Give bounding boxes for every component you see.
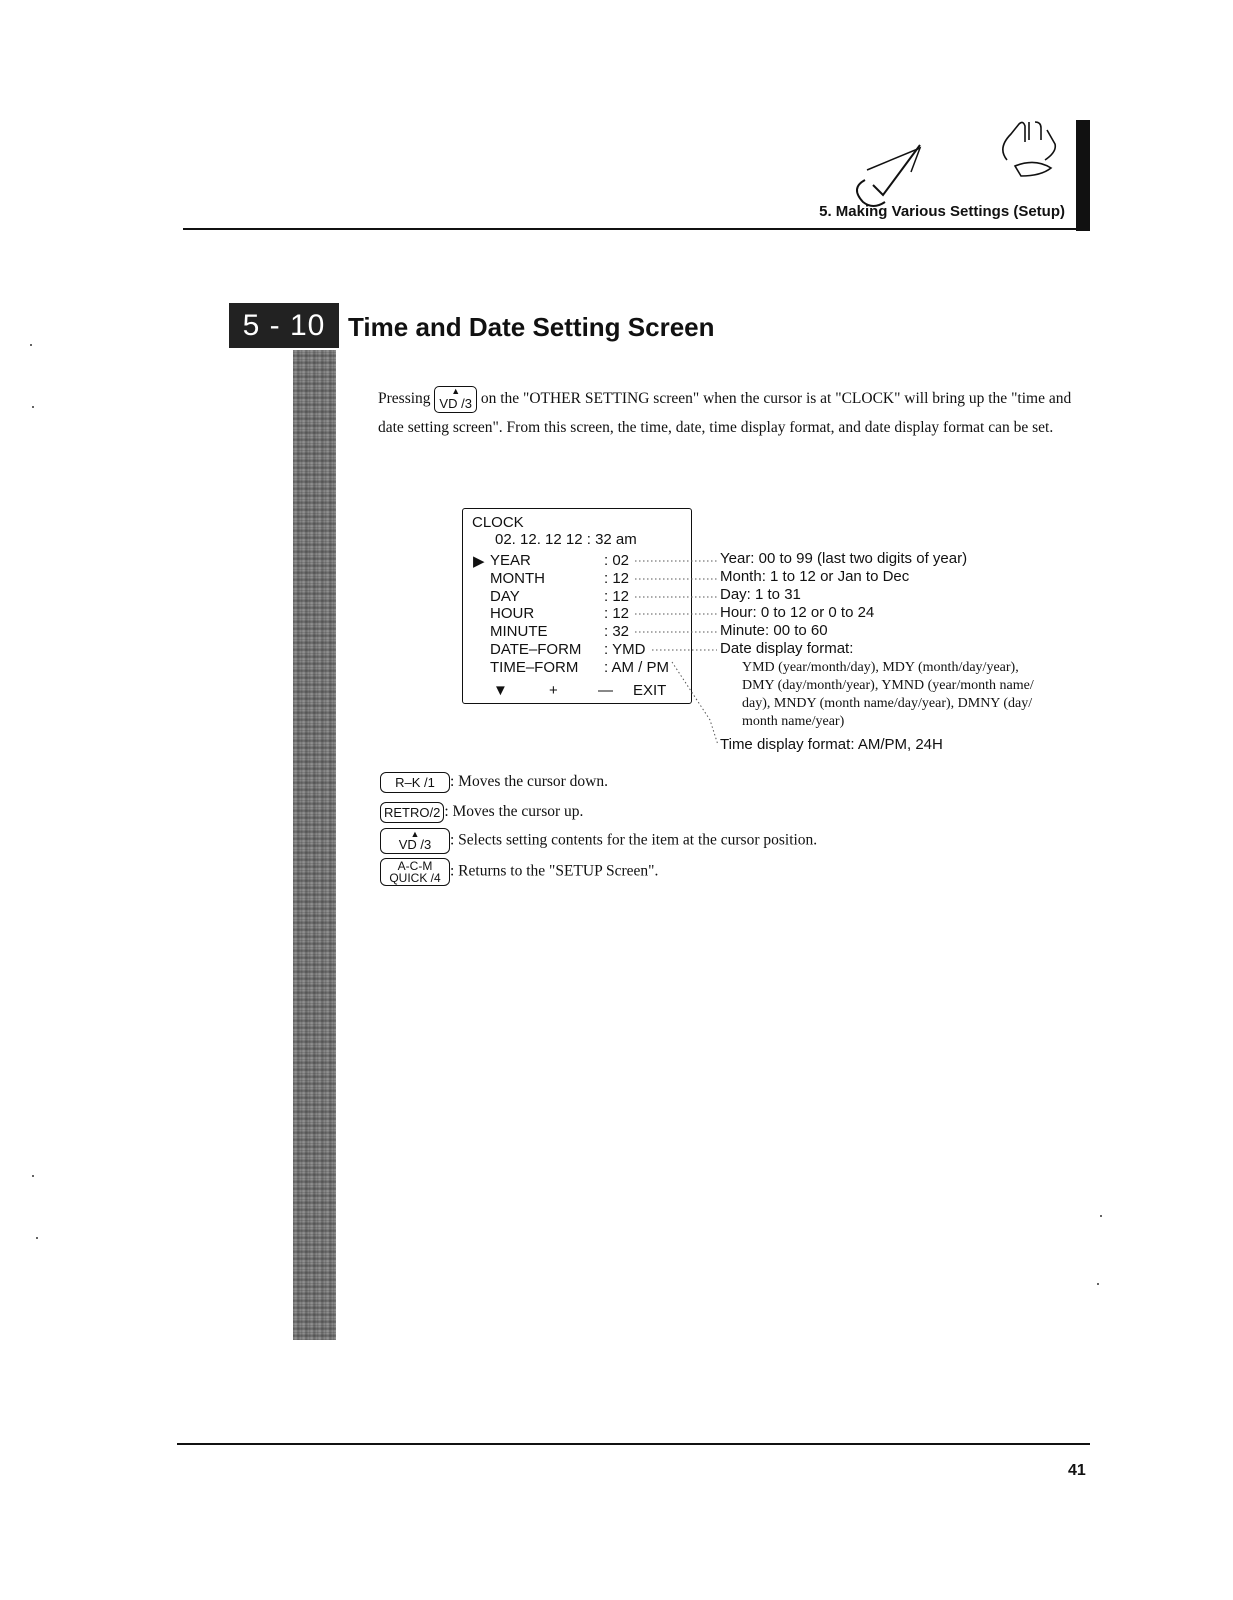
vd3-key: ▲ VD /3 [380,828,450,854]
row-label: HOUR [490,605,535,622]
key-row [380,772,608,793]
minus-label: — [598,682,613,699]
page-number: 41 [1068,1462,1086,1479]
scan-speck [36,1237,38,1239]
row-label: MONTH [490,570,545,587]
key-row [380,802,583,823]
scan-speck [1100,1215,1102,1217]
header-title: 5. Making Various Settings (Setup) [819,203,1065,220]
r-k-key: R–K /1 [380,772,450,793]
key-desc: : Moves the cursor down. [450,773,608,791]
row-label: DAY [490,588,520,605]
key-row [380,828,817,854]
key-row [380,858,658,886]
row-value: : 12 [604,588,630,605]
vd3-key: ▲ VD /3 [434,386,477,413]
cursor-arrow-icon: ▶ [473,553,485,570]
exit-label: EXIT [633,682,667,699]
key-desc: : Returns to the "SETUP Screen". [450,862,659,880]
annotation-minute: Minute: 00 to 60 [720,622,828,639]
row-value: : 32 [604,623,630,640]
annotation-month: Month: 1 to 12 or Jan to Dec [720,568,910,585]
annotation-date-format-title: Date display format: [720,640,854,657]
clock-current: 02. 12. 12 12 : 32 am [495,531,637,548]
plus-label: + [549,682,558,699]
annotation-date-format-line: day), MNDY (month name/day/year), DMNY (day/ [742,696,1033,711]
annotation-day: Day: 1 to 31 [720,586,801,603]
scan-speck [32,1175,34,1177]
row-label: YEAR [490,552,531,569]
scan-speck [1097,1283,1099,1285]
annotation-date-format-line: month name/year) [742,714,845,729]
row-value: : 12 [604,570,630,587]
row-value: : YMD [604,641,646,658]
intro-after-key: on the "OTHER SETTING screen" when the cursor is at "CLOCK" will bring up the "time and date setting screen". From this screen, the time, date, time display format, and date display format can be set. [378,390,1072,436]
scan-speck [30,344,32,346]
row-label: TIME–FORM [490,659,579,676]
row-label: MINUTE [490,623,548,640]
row-value: : 12 [604,605,630,622]
section-title: Time and Date Setting Screen [348,312,715,342]
key-desc: : Moves the cursor up. [444,803,584,821]
row-value: : AM / PM [604,659,670,676]
scan-speck [32,406,34,408]
annotation-time-format: Time display format: AM/PM, 24H [720,736,943,753]
quick-key: A-C-M QUICK /4 [380,858,450,886]
row-value: : 02 [604,552,630,569]
annotation-hour: Hour: 0 to 12 or 0 to 24 [720,604,875,621]
clock-title: CLOCK [472,514,524,531]
key-desc: : Selects setting contents for the item at the cursor position. [450,831,818,849]
retro-key: RETRO/2 [380,802,444,823]
row-label: DATE–FORM [490,641,582,658]
annotation-year: Year: 00 to 99 (last two digits of year) [720,550,968,567]
footer-rule [177,1443,1090,1445]
annotation-date-format-line: YMD (year/month/day), MDY (month/day/year), [742,660,1019,675]
annotation-date-format-line: DMY (day/month/year), YMND (year/month name/ [742,678,1034,693]
down-arrow-icon: ▼ [493,682,508,699]
section-badge: 5 - 10 [229,303,339,348]
intro-before-key: Pressing [378,390,431,407]
